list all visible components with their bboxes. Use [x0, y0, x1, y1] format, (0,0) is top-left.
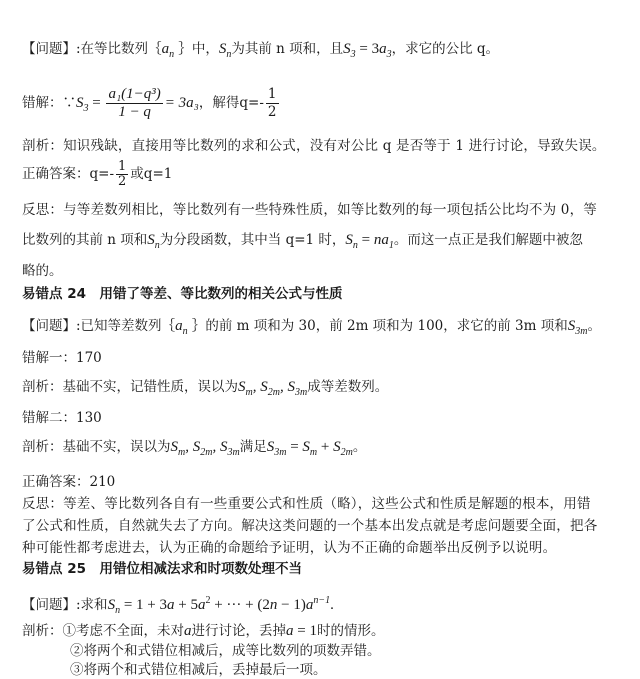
wrong-solution-24-b: 错解二：130 — [22, 410, 102, 426]
reflection-24-line-1: 反思：等差、等比数列各自有一些重要公式和性质（略），这些公式和性质是解题的根本，用错 — [22, 496, 591, 512]
section-24-title: 易错点 24 用错了等差、等比数列的相关公式与性质 — [22, 286, 343, 302]
correct-answer-1: 正确答案：q=- $\frac{1}{2}$ 或q=1 — [22, 159, 173, 189]
correct-answer-24: 正确答案：210 — [22, 474, 116, 490]
reflection-24-line-3: 种可能性都考虑进去，认为正确的命题给予证明，认为不正确的命题举出反例予以说明。 — [22, 540, 557, 556]
analysis-24-b: 剖析：基础不实，误以为$S_m$, $S_{2m}$, $S_{3m}$满足$S_{3m} = S_m + S_{2m}$。 — [22, 439, 367, 458]
analysis-25-point-2: ②将两个和式错位相减后，成等比数列的项数弄错。 — [70, 643, 381, 659]
reflection-1-line-2: 比数列的其前 n 项和$S_n$为分段函数，其中当 q=1 时，$S_n = na_1$。而这一点正是我们解题中被忽 — [22, 232, 583, 251]
half-fraction: $\frac{1}{2}$ — [267, 86, 277, 120]
half-fraction-answer: $\frac{1}{2}$ — [118, 159, 127, 189]
reflection-24-line-2: 了公式和性质，自然就失去了方向。解决这类问题的一个基本出发点就是考虑问题要全面，把各 — [22, 518, 598, 534]
wrong-solution-24-a: 错解一：170 — [22, 350, 102, 366]
section-25-title: 易错点 25 用错位相减法求和时项数处理不当 — [22, 561, 302, 577]
wrong-solution-1: 错解：$\because S_3$ = $\frac{\text{a₁(1−q³)}}{1 - q}$ = 3a₃，解得q=- $\frac{1}{2}$ — [22, 86, 277, 120]
reflection-1-line-3: 略的。 — [22, 263, 63, 279]
problem-25-statement: 【问题】:求和$S_n = 1 + 3a + 5a^2$ + ··· + $(2n - 1)a^{n-1}$. — [22, 595, 334, 616]
analysis-25-point-1: 剖析：①考虑不全面，未对a进行讨论，丢掉a = 1时的情形。 — [22, 623, 385, 639]
analysis-24-a: 剖析：基础不实，记错性质，误以为$S_m$, $S_{2m}$, $S_{3m}$成等差数列。 — [22, 379, 389, 398]
analysis-1: 剖析：知识残缺，直接用等比数列的求和公式，没有对公比 q 是否等于 1 进行讨论，导致失误。 — [22, 138, 606, 154]
sum-formula-fraction: $\frac{\text{a₁(1−q³)}}{1 - q}$ — [108, 86, 161, 120]
reflection-1-line-1: 反思：与等差数列相比，等比数列有一些特殊性质，如等比数列的每一项包括公比均不为 0，等 — [22, 202, 597, 218]
problem-24-statement: 【问题】:已知等差数列$\{a_n$ ｝的前 m 项和为 30，前 2m 项和为 100，求它的前 3m 项和$S_{3m}$。 — [22, 318, 601, 337]
problem-1-statement: 【问题】:在等比数列$\{a_n$ ｝中，$S_n$为其前 n 项和，且$S_3 = 3a_3$，求它的公比 q。 — [22, 41, 500, 60]
analysis-25-point-3: ③将两个和式错位相减后，丢掉最后一项。 — [70, 662, 327, 678]
